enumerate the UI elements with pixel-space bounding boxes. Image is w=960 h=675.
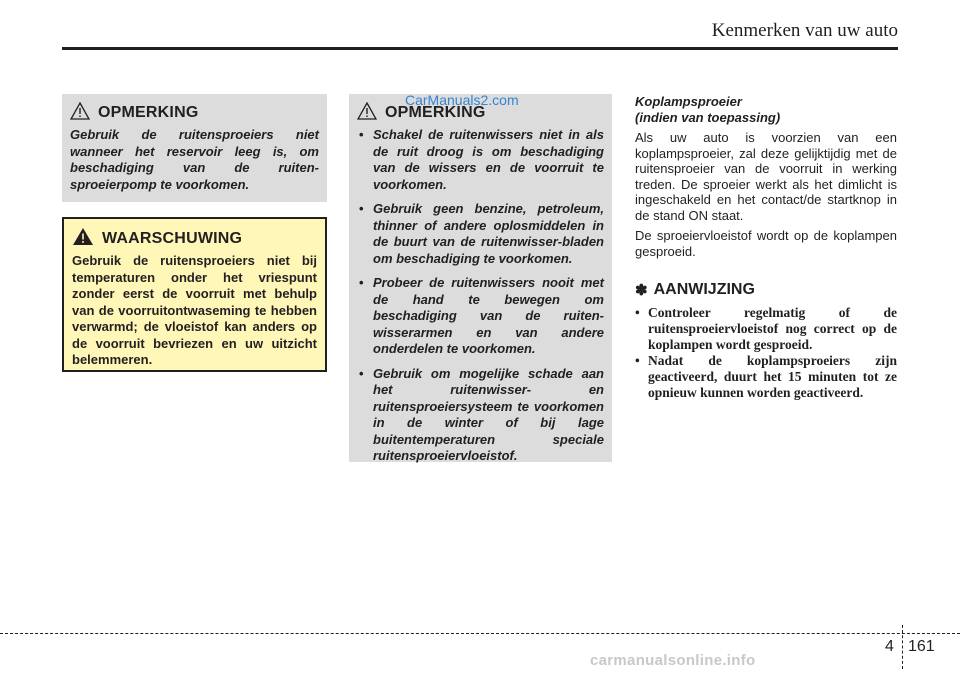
list-item: • Schakel de ruitenwissers niet in als de ruit droog is om beschadiging van de wissers en de voorruit te voorkomen. (357, 127, 604, 193)
list-item: • Gebruik geen benzine, petroleum, thinner of andere oplosmiddelen in de buurt van de ruitenwisser-bladen om beschadiging te voorkomen. (357, 201, 604, 267)
list-item: • Probeer de ruitenwissers nooit met de hand te bewegen om beschadiging van de ruiten-wisserarmen en van andere onderdelen te voorkomen. (357, 275, 604, 358)
note-box-left (62, 94, 327, 202)
chapter-number: 4 (885, 638, 894, 655)
note-heading (70, 103, 319, 123)
note-label: OPMERKING (98, 104, 199, 121)
section-subtitle: Koplampsproeier (635, 94, 742, 109)
note-label: OPMERKING (385, 104, 486, 121)
list-item: • Gebruik om mogelijke schade aan het ruitenwisser- en ruitensproeiersysteem te voorkomen in de winter of bij lage buitentemperaturen speciale ruitensproeiervloeistof. (357, 366, 604, 465)
page-divider (902, 625, 903, 669)
star-icon: ✽ (635, 282, 648, 299)
tip-list (635, 305, 897, 401)
note-box-middle (349, 94, 612, 462)
tip-label: AANWIJZING (653, 281, 755, 298)
warning-text: Gebruik de ruitensproeiers niet bij temperaturen onder het vriespunt zonder eerst de voorruit met behulp van de voorruitontwaseming te hebben verwarmd; de vloeistof kan anders op de voorruit bevriezen en uw uitzicht belemmeren. (72, 253, 317, 367)
paragraph: De sproeiervloeistof wordt op de koplampen gesproeid. (635, 228, 897, 259)
warning-label: WAARSCHUWING (102, 230, 243, 247)
warning-heading (72, 229, 317, 249)
section-subtitle-note: (indien van toepassing) (635, 110, 781, 125)
note-list (357, 127, 604, 465)
paragraph: Als uw auto is voorzien van een koplampsproeier, zal deze gelijktijdig met de ruitensproeier van de voorruit in werking treden. De sproeier werkt als het dimlicht is ingeschakeld en het contact/de startknop in de stand ON staat. (635, 130, 897, 223)
note-text: Gebruik de ruitensproeiers niet wanneer het reservoir leeg is, om beschadiging van de ruiten-sproeierpomp te voorkomen. (70, 127, 319, 192)
list-item: • Controleer regelmatig of de ruitensproeiervloeistof nog correct op de koplampen wordt gesproeid. (635, 305, 897, 353)
header-title: Kenmerken van uw auto (711, 20, 898, 41)
warning-box (62, 217, 327, 372)
list-item: • Nadat de koplampsproeiers zijn geactiveerd, duurt het 15 minuten tot ze opnieuw kunnen worden geactiveerd. (635, 353, 897, 401)
page-number: 161 (908, 638, 935, 655)
caution-triangle-icon (70, 102, 90, 125)
right-column (635, 94, 897, 401)
footer-rule (0, 633, 960, 634)
header-rule (62, 47, 898, 50)
caution-triangle-icon (357, 102, 377, 125)
watermark-link[interactable]: CarManuals2.com (405, 92, 519, 108)
site-watermark: carmanualsonline.info (590, 652, 756, 669)
tip-heading (635, 281, 897, 299)
warning-triangle-icon (72, 227, 94, 251)
